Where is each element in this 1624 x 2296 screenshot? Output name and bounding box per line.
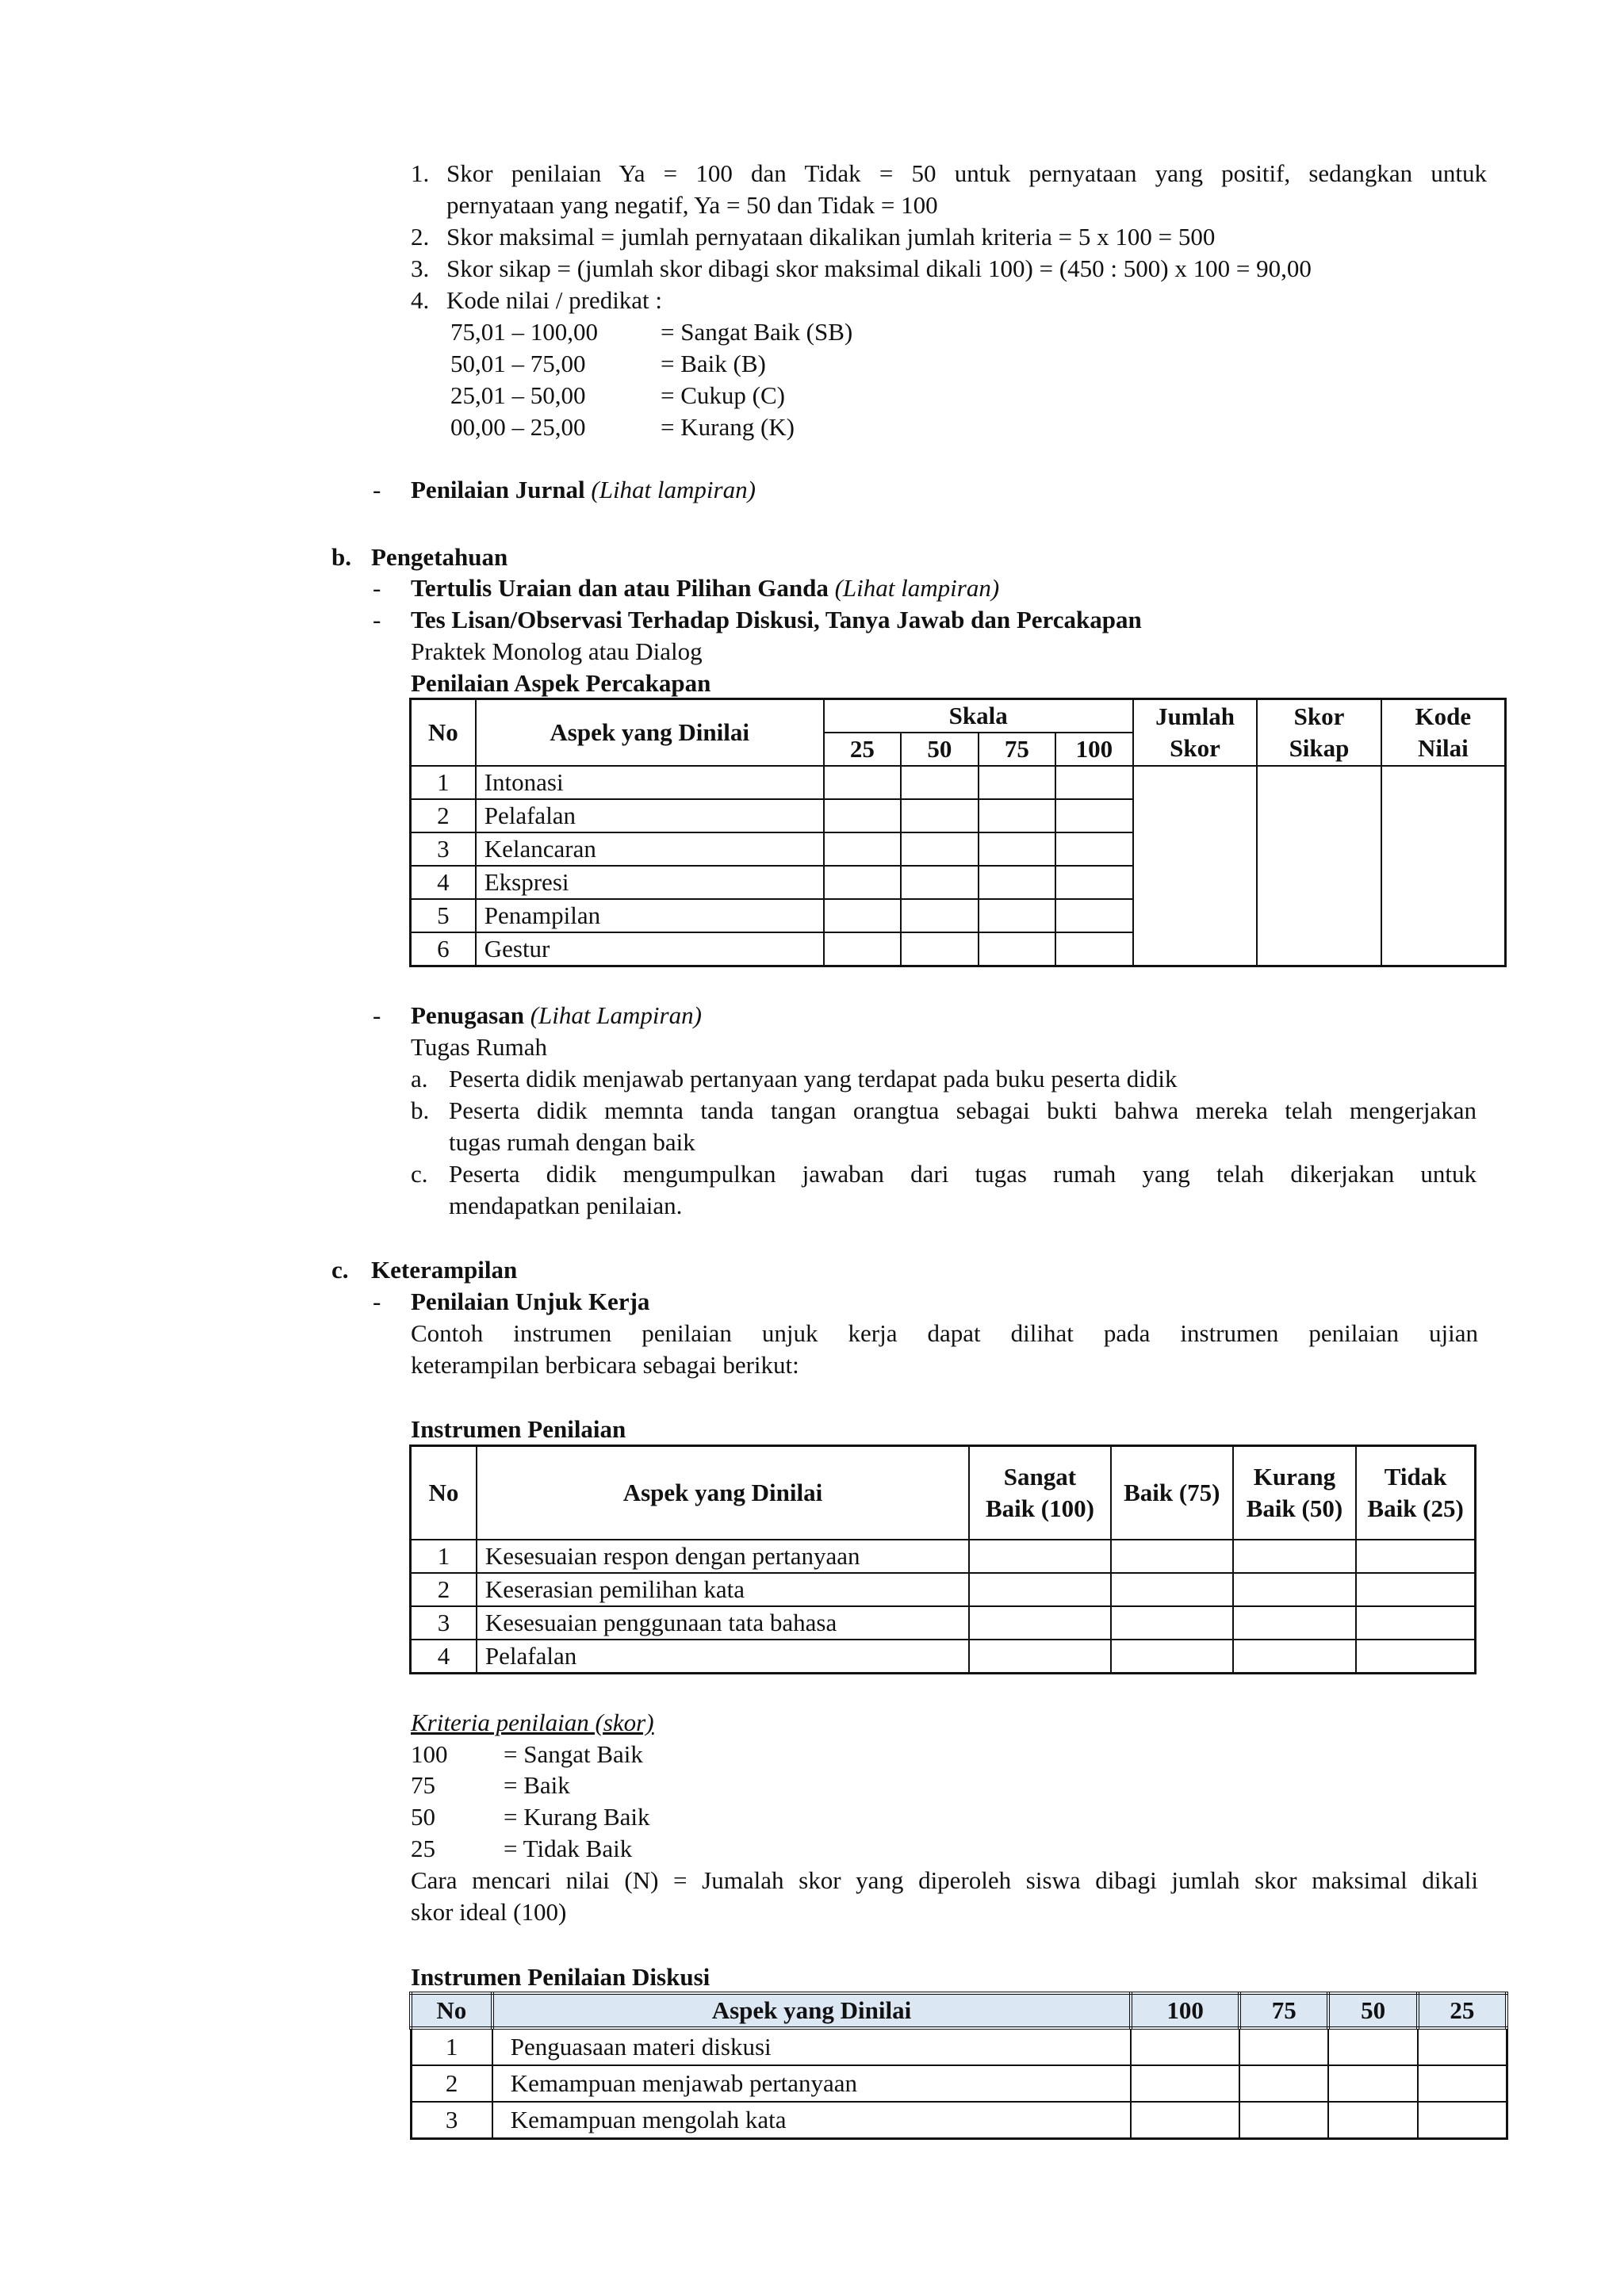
predikat-range-3: 25,01 – 50,00 xyxy=(450,381,586,409)
t1-header-skor: Skor Sikap xyxy=(1257,699,1381,767)
t1-cell[interactable] xyxy=(901,832,978,866)
t1-cell[interactable] xyxy=(1055,899,1133,932)
jurnal-heading xyxy=(411,474,756,506)
t1-row1-aspek: Intonasi xyxy=(476,766,824,799)
t2-row3-no: 3 xyxy=(411,1606,477,1640)
t2-cell[interactable] xyxy=(1111,1540,1233,1573)
kriteria-score-100: 100 xyxy=(411,1740,448,1768)
t1-kode-cell[interactable] xyxy=(1381,766,1506,966)
t1-cell[interactable] xyxy=(824,899,901,932)
t1-header-jumlah: Jumlah Skor xyxy=(1133,699,1258,767)
t1-cell[interactable] xyxy=(979,799,1055,832)
t3-row2-no: 2 xyxy=(411,2065,492,2102)
jurnal-note: (Lihat lampiran) xyxy=(591,476,756,503)
kriteria-label-100: = Sangat Baik xyxy=(504,1740,643,1768)
t1-cell[interactable] xyxy=(1055,799,1133,832)
kriteria-label-50: = Kurang Baik xyxy=(504,1803,650,1831)
tertulis-dash: - xyxy=(373,574,381,602)
t2-header-no: No xyxy=(411,1446,477,1540)
note-1-line-1: Skor penilaian Ya = 100 dan Tidak = 50 untuk pernyataan yang positif, sedangkan untuk xyxy=(446,159,1487,187)
tugas-c-letter: c. xyxy=(411,1160,428,1188)
tugas-b-letter: b. xyxy=(411,1096,430,1124)
penugasan-note: (Lihat Lampiran) xyxy=(530,1001,702,1029)
t1-row4-aspek: Ekspresi xyxy=(476,866,824,899)
note-number-2: 2. xyxy=(411,223,430,251)
t1-cell[interactable] xyxy=(824,799,901,832)
t1-cell[interactable] xyxy=(901,766,978,799)
t1-cell[interactable] xyxy=(824,832,901,866)
predikat-value-4: = Kurang (K) xyxy=(661,413,795,441)
t1-cell[interactable] xyxy=(824,766,901,799)
t2-row2-aspek: Keserasian pemilihan kata xyxy=(477,1573,969,1606)
tertulis-title: Tertulis Uraian dan atau Pilihan Ganda xyxy=(411,574,829,602)
predikat-value-2: = Baik (B) xyxy=(661,350,766,377)
t1-row4-no: 4 xyxy=(411,866,476,899)
t3-cell[interactable] xyxy=(1131,2102,1239,2139)
t1-jumlah-cell[interactable] xyxy=(1133,766,1258,966)
table2-caption: Instrumen Penilaian xyxy=(411,1415,626,1443)
kriteria-score-25: 25 xyxy=(411,1835,435,1862)
note-1-line-2: pernyataan yang negatif, Ya = 50 dan Tidak = 100 xyxy=(446,191,938,219)
predikat-range-4: 00,00 – 25,00 xyxy=(450,413,586,441)
t2-cell[interactable] xyxy=(1111,1640,1233,1674)
predikat-range-2: 50,01 – 75,00 xyxy=(450,350,586,377)
table1-caption: Penilaian Aspek Percakapan xyxy=(411,669,711,697)
penugasan-subtitle: Tugas Rumah xyxy=(411,1033,547,1061)
t1-scale-25: 25 xyxy=(824,733,901,766)
tugas-b-line-2: tugas rumah dengan baik xyxy=(449,1128,695,1156)
t3-cell[interactable] xyxy=(1131,2028,1239,2065)
unjuk-dash: - xyxy=(373,1288,381,1315)
lisan-subtitle: Praktek Monolog atau Dialog xyxy=(411,637,703,665)
unjuk-title: Penilaian Unjuk Kerja xyxy=(411,1288,650,1315)
t3-row2-aspek: Kemampuan menjawab pertanyaan xyxy=(492,2065,1131,2102)
t3-cell[interactable] xyxy=(1239,2102,1328,2139)
t1-row1-no: 1 xyxy=(411,766,476,799)
t1-skor-cell[interactable] xyxy=(1257,766,1381,966)
t3-cell[interactable] xyxy=(1328,2102,1417,2139)
tugas-a-letter: a. xyxy=(411,1065,428,1093)
section-b-title: Pengetahuan xyxy=(371,543,508,571)
t2-cell[interactable] xyxy=(1233,1640,1357,1674)
t1-row2-no: 2 xyxy=(411,799,476,832)
t1-cell[interactable] xyxy=(979,832,1055,866)
t1-cell[interactable] xyxy=(1055,932,1133,966)
t2-header-sangat-baik: Sangat Baik (100) xyxy=(969,1446,1111,1540)
table-row xyxy=(411,1606,1476,1640)
t1-header-skala: Skala xyxy=(824,699,1133,733)
t3-cell[interactable] xyxy=(1418,2028,1507,2065)
predikat-value-3: = Cukup (C) xyxy=(661,381,785,409)
t2-header-baik: Baik (75) xyxy=(1111,1446,1233,1540)
t1-cell[interactable] xyxy=(1055,766,1133,799)
t2-header-kurang-baik: Kurang Baik (50) xyxy=(1233,1446,1357,1540)
t2-cell[interactable] xyxy=(1356,1573,1475,1606)
note-2-text: Skor maksimal = jumlah pernyataan dikalikan jumlah kriteria = 5 x 100 = 500 xyxy=(446,223,1216,251)
t1-row5-aspek: Penampilan xyxy=(476,899,824,932)
t1-scale-100: 100 xyxy=(1055,733,1133,766)
t2-cell[interactable] xyxy=(969,1606,1111,1640)
t2-header-aspek: Aspek yang Dinilai xyxy=(477,1446,969,1540)
section-c-title: Keterampilan xyxy=(371,1256,518,1284)
t1-cell[interactable] xyxy=(979,766,1055,799)
t3-cell[interactable] xyxy=(1328,2028,1417,2065)
table-row xyxy=(411,766,1506,799)
t2-cell[interactable] xyxy=(969,1573,1111,1606)
table-row xyxy=(411,1573,1476,1606)
t1-header-no: No xyxy=(411,699,476,767)
t2-cell[interactable] xyxy=(1233,1540,1357,1573)
formula-line-2: skor ideal (100) xyxy=(411,1898,567,1926)
table-row xyxy=(411,2102,1507,2139)
tertulis-note: (Lihat lampiran) xyxy=(834,574,1000,602)
t2-cell[interactable] xyxy=(1356,1540,1475,1573)
t2-cell[interactable] xyxy=(1356,1640,1475,1674)
table-row xyxy=(411,1540,1476,1573)
t3-cell[interactable] xyxy=(1328,2065,1417,2102)
lisan-dash: - xyxy=(373,606,381,633)
formula-line-1: Cara mencari nilai (N) = Jumalah skor yang diperoleh siswa dibagi jumlah skor maksimal dikali xyxy=(411,1866,1478,1894)
t3-header-25: 25 xyxy=(1418,1993,1507,2028)
t2-row4-aspek: Pelafalan xyxy=(477,1640,969,1674)
t1-row6-aspek: Gestur xyxy=(476,932,824,966)
unjuk-line-2: keterampilan berbicara sebagai berikut: xyxy=(411,1351,799,1379)
t1-cell[interactable] xyxy=(979,866,1055,899)
penugasan-heading xyxy=(411,1000,702,1031)
t3-row1-no: 1 xyxy=(411,2028,492,2065)
t3-header-100: 100 xyxy=(1131,1993,1239,2028)
t3-header-no: No xyxy=(411,1993,492,2028)
lisan-title: Tes Lisan/Observasi Terhadap Diskusi, Tanya Jawab dan Percakapan xyxy=(411,606,1142,633)
t1-header-kode: Kode Nilai xyxy=(1381,699,1506,767)
t1-scale-50: 50 xyxy=(901,733,978,766)
t1-row3-aspek: Kelancaran xyxy=(476,832,824,866)
t3-cell[interactable] xyxy=(1418,2065,1507,2102)
tugas-c-line-2: mendapatkan penilaian. xyxy=(449,1192,683,1219)
predikat-range-1: 75,01 – 100,00 xyxy=(450,318,598,346)
t1-cell[interactable] xyxy=(1055,866,1133,899)
t1-row2-aspek: Pelafalan xyxy=(476,799,824,832)
t3-cell[interactable] xyxy=(1131,2065,1239,2102)
section-b-letter: b. xyxy=(331,543,351,571)
t1-cell[interactable] xyxy=(1055,832,1133,866)
jurnal-title: Penilaian Jurnal xyxy=(411,476,585,503)
t2-cell[interactable] xyxy=(969,1640,1111,1674)
t2-cell[interactable] xyxy=(969,1540,1111,1573)
t2-row1-aspek: Kesesuaian respon dengan pertanyaan xyxy=(477,1540,969,1573)
table3-caption: Instrumen Penilaian Diskusi xyxy=(411,1963,710,1991)
note-3-text: Skor sikap = (jumlah skor dibagi skor maksimal dikali 100) = (450 : 500) x 100 = 90,00 xyxy=(446,254,1312,282)
t2-row3-aspek: Kesesuaian penggunaan tata bahasa xyxy=(477,1606,969,1640)
t3-cell[interactable] xyxy=(1239,2065,1328,2102)
kriteria-score-50: 50 xyxy=(411,1803,435,1831)
t2-header-tidak-baik: Tidak Baik (25) xyxy=(1356,1446,1475,1540)
table-row xyxy=(411,2065,1507,2102)
t3-row1-aspek: Penguasaan materi diskusi xyxy=(492,2028,1131,2065)
penugasan-dash: - xyxy=(373,1001,381,1029)
t1-cell[interactable] xyxy=(979,899,1055,932)
t3-header-aspek: Aspek yang Dinilai xyxy=(492,1993,1131,2028)
table-row xyxy=(411,1640,1476,1674)
t3-cell[interactable] xyxy=(1418,2102,1507,2139)
note-number-1: 1. xyxy=(411,159,430,187)
t2-row1-no: 1 xyxy=(411,1540,477,1573)
jurnal-dash: - xyxy=(373,476,381,503)
predikat-value-1: = Sangat Baik (SB) xyxy=(661,318,853,346)
t3-row3-no: 3 xyxy=(411,2102,492,2139)
unjuk-line-1: Contoh instrumen penilaian unjuk kerja dapat dilihat pada instrumen penilaian ujian xyxy=(411,1319,1478,1347)
kriteria-score-75: 75 xyxy=(411,1771,435,1799)
t1-cell[interactable] xyxy=(979,932,1055,966)
t2-row2-no: 2 xyxy=(411,1573,477,1606)
penugasan-title: Penugasan xyxy=(411,1001,524,1029)
t1-cell[interactable] xyxy=(824,932,901,966)
t3-header-50: 50 xyxy=(1328,1993,1417,2028)
kriteria-label-25: = Tidak Baik xyxy=(504,1835,633,1862)
t1-cell[interactable] xyxy=(824,866,901,899)
percakapan-table xyxy=(409,698,1507,967)
diskusi-table xyxy=(409,1992,1508,2140)
t2-cell[interactable] xyxy=(1233,1606,1357,1640)
tugas-a-text: Peserta didik menjawab pertanyaan yang terdapat pada buku peserta didik xyxy=(449,1065,1178,1093)
instrumen-penilaian-table xyxy=(409,1445,1477,1674)
t2-row4-no: 4 xyxy=(411,1640,477,1674)
t3-header-75: 75 xyxy=(1239,1993,1328,2028)
note-number-4: 4. xyxy=(411,286,430,314)
t2-cell[interactable] xyxy=(1111,1606,1233,1640)
t1-scale-75: 75 xyxy=(979,733,1055,766)
t1-cell[interactable] xyxy=(901,899,978,932)
t1-cell[interactable] xyxy=(901,866,978,899)
t3-row3-aspek: Kemampuan mengolah kata xyxy=(492,2102,1131,2139)
tugas-c-line-1: Peserta didik mengumpulkan jawaban dari tugas rumah yang telah dikerjakan untuk xyxy=(449,1160,1477,1188)
kriteria-title: Kriteria penilaian (skor) xyxy=(411,1709,654,1736)
t2-cell[interactable] xyxy=(1356,1606,1475,1640)
note-4-text: Kode nilai / predikat : xyxy=(446,286,663,314)
tugas-b-line-1: Peserta didik memnta tanda tangan orangtua sebagai bukti bahwa mereka telah mengerjakan xyxy=(449,1096,1477,1124)
t1-row6-no: 6 xyxy=(411,932,476,966)
section-c-letter: c. xyxy=(331,1256,349,1284)
t1-cell[interactable] xyxy=(901,932,978,966)
t2-cell[interactable] xyxy=(1111,1573,1233,1606)
t1-header-aspek: Aspek yang Dinilai xyxy=(476,699,824,767)
kriteria-label-75: = Baik xyxy=(504,1771,570,1799)
t1-row5-no: 5 xyxy=(411,899,476,932)
t2-cell[interactable] xyxy=(1233,1573,1357,1606)
note-number-3: 3. xyxy=(411,254,430,282)
tertulis-heading xyxy=(411,572,999,604)
t3-cell[interactable] xyxy=(1239,2028,1328,2065)
t1-cell[interactable] xyxy=(901,799,978,832)
t1-row3-no: 3 xyxy=(411,832,476,866)
table-row xyxy=(411,2028,1507,2065)
